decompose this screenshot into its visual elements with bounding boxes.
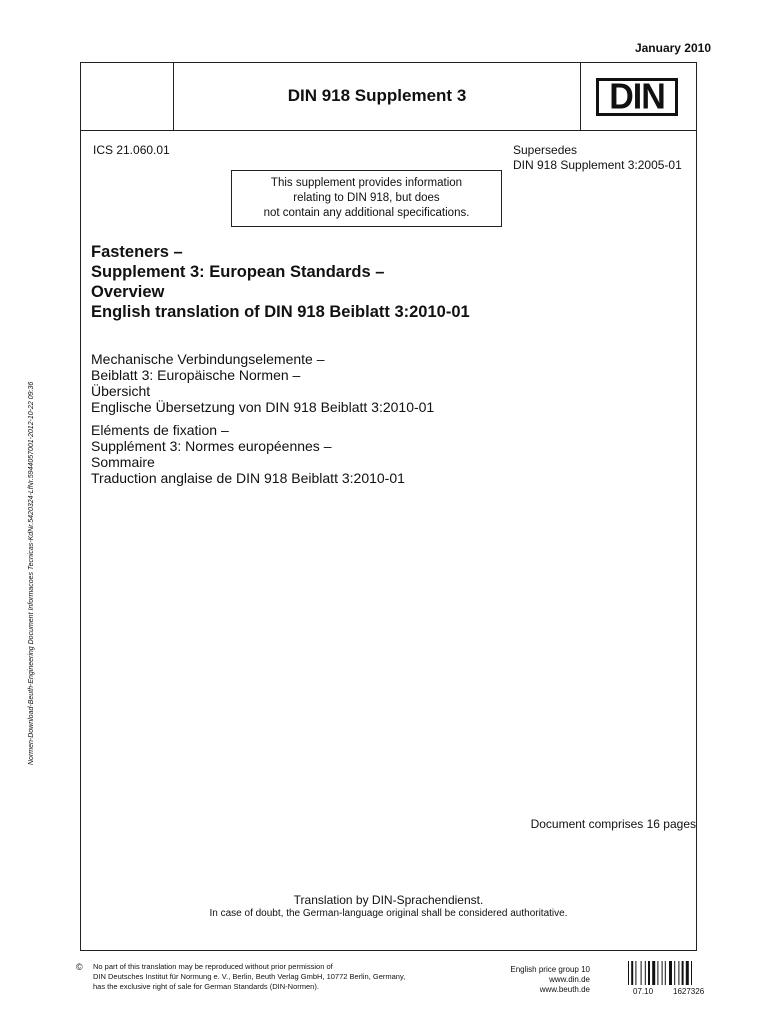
copyright-symbol: © <box>76 962 83 972</box>
din-logo-text: DIN <box>609 77 665 117</box>
notice-box <box>231 170 502 227</box>
barcode-bar <box>628 961 629 985</box>
supersedes-value: DIN 918 Supplement 3:2005-01 <box>513 158 682 172</box>
barcode-bar <box>669 961 672 985</box>
barcode-bar <box>631 961 633 985</box>
supersedes-label: Supersedes <box>513 143 578 157</box>
barcode-bar <box>645 961 646 985</box>
legal-line: No part of this translation may be reproduced without prior permission of <box>93 962 333 971</box>
german-title-block <box>91 351 434 415</box>
english-title-line: Supplement 3: European Standards – <box>91 263 385 281</box>
notice-line: This supplement provides information <box>270 177 463 189</box>
french-title-block <box>91 422 405 486</box>
english-title-line: Overview <box>91 283 165 301</box>
barcode-bar <box>657 961 658 985</box>
translation-credit: Translation by DIN-Sprachendienst. <box>293 893 484 907</box>
price-group: English price group 10 <box>510 965 590 974</box>
barcode-bar <box>691 961 692 985</box>
french-title-line: Supplément 3: Normes européennes – <box>91 438 332 454</box>
header-right-divider <box>580 62 581 131</box>
issue-date: January 2010 <box>634 41 711 55</box>
barcode-bar <box>682 961 684 985</box>
din-logo <box>596 78 678 116</box>
price-block <box>481 965 590 995</box>
english-title-line: English translation of DIN 918 Beiblatt 3:2010-01 <box>91 303 470 321</box>
barcode-bar <box>635 961 636 985</box>
german-title-line: Übersicht <box>91 383 151 399</box>
legal-line: has the exclusive right of sale for German Standards (DIN-Normen). <box>93 982 319 991</box>
footer-legal <box>93 962 405 992</box>
side-watermark: Normen-Download-Beuth-Engineering Document Informacoes Tecnicas-KdNr.5420324-LfNr.5944057001-2012-10-22 09:36 <box>28 381 35 765</box>
barcode-number: 1627326 <box>673 987 705 996</box>
barcode-bar <box>652 961 655 985</box>
french-title-line: Traduction anglaise de DIN 918 Beiblatt 3:2010-01 <box>91 470 405 486</box>
german-title-line: Beiblatt 3: Europäische Normen – <box>91 367 301 383</box>
german-title-line: Englische Übersetzung von DIN 918 Beiblatt 3:2010-01 <box>91 399 435 415</box>
ics-code: ICS 21.060.01 <box>93 143 170 157</box>
barcode-bar <box>662 961 663 985</box>
barcode-date: 07.10 <box>633 987 654 996</box>
barcode-bar <box>678 961 679 985</box>
supersedes-block <box>513 143 682 173</box>
authoritative-note: In case of doubt, the German-language original shall be considered authoritative. <box>209 908 568 919</box>
barcode-bar <box>686 961 689 985</box>
french-title-line: Eléments de fixation – <box>91 422 229 438</box>
french-title-line: Sommaire <box>91 454 155 470</box>
din-website: www.din.de <box>549 975 590 984</box>
barcode-bar <box>674 961 675 985</box>
document-title: DIN 918 Supplement 3 <box>287 86 467 105</box>
legal-line: DIN Deutsches Institut für Normung e. V., Berlin, Beuth Verlag GmbH, 10772 Berlin, Germany, <box>93 972 406 981</box>
english-title-line: Fasteners – <box>91 243 183 261</box>
barcode-bar <box>641 961 642 985</box>
german-title-line: Mechanische Verbindungselemente – <box>91 351 325 367</box>
english-title-block <box>91 242 470 322</box>
footer-divider <box>80 950 697 951</box>
page-count: Document comprises 16 pages <box>530 817 696 831</box>
notice-line: not contain any additional specifications. <box>263 207 470 219</box>
beuth-website: www.beuth.de <box>539 985 590 994</box>
barcode-bar <box>648 961 650 985</box>
barcode <box>628 961 708 985</box>
notice-line: relating to DIN 918, but does <box>293 192 440 204</box>
barcode-bar <box>665 961 666 985</box>
